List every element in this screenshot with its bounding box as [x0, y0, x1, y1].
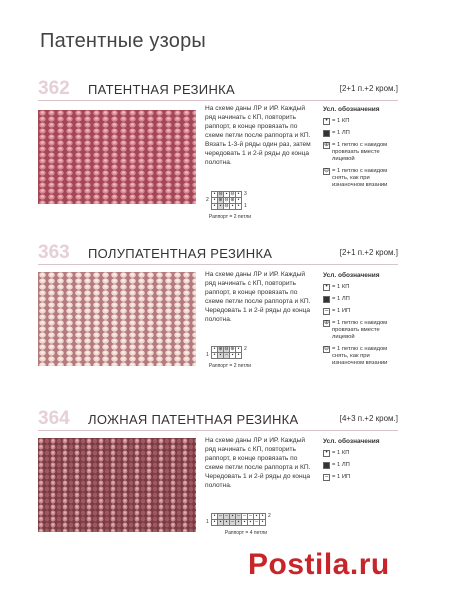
slip-with-yo-symbol: ⊖	[324, 346, 330, 352]
pattern-description: На схеме даны ЛР и ИР. Каждый ряд начинать с КП, повторить раппорт, в конце провязать по схеме петли после раппорта и КП. Чередовать 1 и 2-й ряды до конца полотна.	[205, 437, 311, 489]
chart-caption: Раппорт = 2 петли	[208, 214, 252, 220]
stitch-chart: • ⊕ ⊖ ⊕ • 2 1 • ▪ – ▪ • Раппорт = 2 петли	[206, 347, 254, 369]
purl-stitch-symbol: –	[324, 308, 329, 314]
section-header	[38, 80, 398, 102]
slip-with-yo-symbol: ⊖	[324, 168, 330, 174]
legend-item: • = 1 КП	[323, 118, 401, 125]
legend-item: – = 1 ИП	[324, 474, 351, 480]
section-header	[38, 244, 398, 266]
divider	[38, 264, 398, 265]
knit-stitch-symbol	[323, 130, 330, 137]
knit-stitch-symbol	[323, 296, 330, 303]
legend-item: • = 1 КП	[323, 284, 401, 291]
legend	[323, 438, 401, 486]
knit-swatch-image	[38, 110, 196, 204]
stitch-count: [2+1 п.+2 кром.]	[339, 84, 398, 93]
knit-stitch-symbol	[323, 462, 330, 469]
section-363	[38, 244, 398, 266]
legend-item: = 1 ЛП	[323, 130, 401, 137]
divider	[38, 430, 398, 431]
divider	[38, 100, 398, 101]
knit-swatch-image	[38, 272, 196, 366]
legend-item: ⊖ = 1 петлю с накидом снять, как при изнаночном вязании	[324, 346, 388, 366]
pattern-title: ПАТЕНТНАЯ РЕЗИНКА	[88, 82, 235, 97]
stitch-count: [4+3 п.+2 кром.]	[339, 414, 398, 423]
knit-swatch-image	[38, 438, 196, 532]
stitch-chart: • – – ▪ – – – ▪ • 2 1 • ▪ ▪ – ▪ ▪ ▪ – • Раппорт = 4 петли	[206, 514, 286, 536]
chart-caption: Раппорт = 4 петли	[224, 530, 268, 536]
legend	[323, 106, 401, 194]
purl-stitch-symbol: –	[324, 474, 329, 480]
legend-item: = 1 ЛП	[323, 296, 401, 303]
stitch-count: [2+1 п.+2 кром.]	[339, 248, 398, 257]
pattern-title: ЛОЖНАЯ ПАТЕНТНАЯ РЕЗИНКА	[88, 412, 299, 427]
pattern-title: ПОЛУПАТЕНТНАЯ РЕЗИНКА	[88, 246, 273, 261]
edge-stitch-symbol: •	[323, 450, 330, 457]
pattern-number: 363	[38, 242, 70, 263]
section-362	[38, 80, 398, 102]
pattern-number: 362	[38, 78, 70, 99]
knit-with-yo-symbol: ⊕	[324, 320, 330, 326]
legend-item: • = 1 КП	[323, 450, 401, 457]
edge-stitch-symbol: •	[323, 284, 330, 291]
legend-item: ⊕ = 1 петлю с накидом провязать вместе лицевой	[324, 320, 388, 340]
legend-item: – = 1 ИП	[324, 308, 351, 314]
pattern-description: На схеме даны ЛР и ИР. Каждый ряд начинать с КП, повторить раппорт, в конце провязать по схеме петли после раппорта и КП. Вязать 1-3-й ряды один раз, затем чередовать 1 и 2-й ряды до конца полотна.	[205, 105, 311, 166]
legend-item: = 1 ЛП	[323, 462, 401, 469]
page-title: Патентные узоры	[40, 30, 206, 52]
chart-caption: Раппорт = 2 петли	[208, 363, 252, 369]
legend-item: ⊖ = 1 петлю с накидом снять, как при изнаночном вязании	[324, 168, 388, 188]
edge-stitch-symbol: •	[323, 118, 330, 125]
watermark-logo: Postila.ru	[248, 548, 390, 581]
pattern-description: На схеме даны ЛР и ИР. Каждый ряд начинать с КП, повторить раппорт, в конце провязать по схеме петли после раппорта и КП. Чередовать 1 и 2-й ряды до конца полотна.	[205, 271, 311, 323]
pattern-number: 364	[38, 408, 70, 429]
legend-title: Усл. обозначения	[323, 438, 380, 445]
knit-with-yo-symbol: ⊕	[324, 142, 330, 148]
section-header	[38, 410, 398, 432]
stitch-chart: • ⊖ ▪ ⊖ • 3 2 • ⊕ ⊖ ⊕ • • ▪ ⊖ ▪ • 1 Раппорт = 2 петли	[206, 192, 254, 220]
legend-title: Усл. обозначения	[323, 272, 380, 279]
legend-item: ⊕ = 1 петлю с накидом провязать вместе лицевой	[324, 142, 388, 162]
section-364	[38, 410, 398, 432]
legend-title: Усл. обозначения	[323, 106, 380, 113]
legend	[323, 272, 401, 372]
